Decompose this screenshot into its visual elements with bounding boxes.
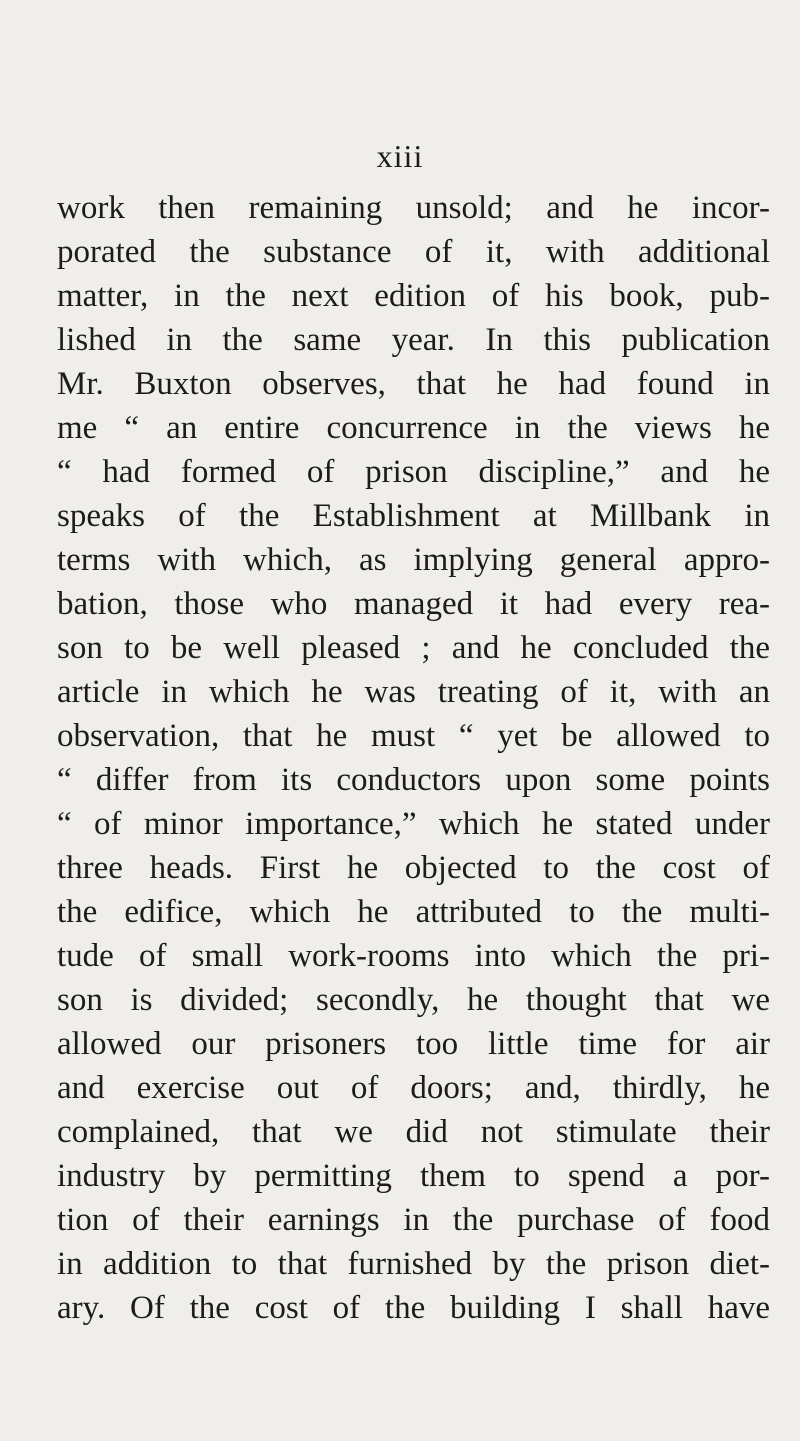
text-line: and exercise out of doors; and, thirdly, he	[57, 1070, 770, 1106]
text-line: three heads. First he objected to the cost of	[57, 850, 770, 886]
text-line: matter, in the next edition of his book, pub-	[57, 278, 770, 314]
text-line: “ differ from its conductors upon some points	[57, 762, 770, 798]
text-line: “ had formed of prison discipline,” and he	[57, 454, 770, 490]
page-number: xiii	[376, 138, 424, 174]
text-line: “ of minor importance,” which he stated under	[57, 806, 770, 842]
text-line: observation, that he must “ yet be allowed to	[57, 718, 770, 754]
text-line: work then remaining unsold; and he incor-	[57, 190, 770, 226]
text-line: son is divided; secondly, he thought that we	[57, 982, 770, 1018]
text-line: speaks of the Establishment at Millbank in	[57, 498, 770, 534]
text-line: me “ an entire concurrence in the views he	[57, 410, 770, 446]
text-line: complained, that we did not stimulate their	[57, 1114, 770, 1150]
text-line: article in which he was treating of it, with an	[57, 674, 770, 710]
text-line: Mr. Buxton observes, that he had found in	[57, 366, 770, 402]
text-line: lished in the same year. In this publication	[57, 322, 770, 358]
text-line: the edifice, which he attributed to the multi-	[57, 894, 770, 930]
text-line: porated the substance of it, with additional	[57, 234, 770, 270]
text-line: tude of small work-rooms into which the pri-	[57, 938, 770, 974]
text-line: bation, those who managed it had every rea-	[57, 586, 770, 622]
text-line: ary. Of the cost of the building I shall have	[57, 1290, 770, 1326]
text-line: son to be well pleased ; and he concluded the	[57, 630, 770, 666]
text-line: tion of their earnings in the purchase of food	[57, 1202, 770, 1238]
text-line: industry by permitting them to spend a por-	[57, 1158, 770, 1194]
text-line: allowed our prisoners too little time for air	[57, 1026, 770, 1062]
text-line: in addition to that furnished by the prison diet-	[57, 1246, 770, 1282]
text-line: terms with which, as implying general appro-	[57, 542, 770, 578]
